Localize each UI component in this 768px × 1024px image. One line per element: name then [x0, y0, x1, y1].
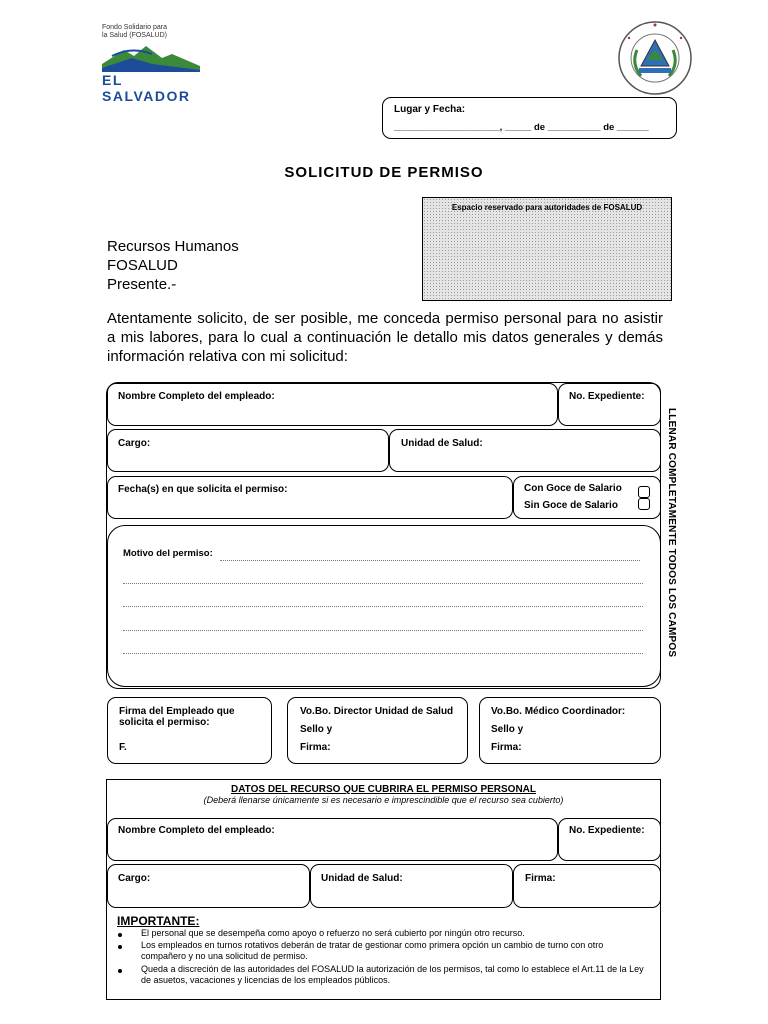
repl-nombre-label: Nombre Completo del empleado:: [118, 825, 275, 836]
address-line3: Presente.-: [107, 276, 177, 293]
firma-empleado-label-1: Firma del Empleado que: [119, 706, 235, 717]
director-firma-label: Firma:: [300, 742, 331, 753]
sin-goce-checkbox[interactable]: [638, 498, 650, 510]
f-label: F.: [119, 742, 127, 753]
important-item-2: Los empleados en turnos rotativos deberán de tratar de gestionar como primera opción un cambio de turno con otro compañero y no una solicitud de permiso.: [141, 940, 604, 961]
logo-text-line1: Fondo Solidario para: [102, 24, 167, 31]
cargo-label: Cargo:: [118, 438, 151, 449]
replacement-subtitle: (Deberá llenarse únicamente si es necesario e imprescindible que el recurso sea cubierto): [203, 795, 564, 805]
director-sello-label: Sello y: [300, 724, 333, 735]
coat-of-arms-seal: [617, 20, 693, 96]
mountain-emblem-icon: [102, 44, 200, 72]
firma-empleado-label-2: solicita el permiso:: [119, 717, 210, 728]
bullet-2: [118, 945, 122, 949]
national-seal-icon: [617, 20, 693, 96]
el-salvador-wordmark: EL SALVADOR: [102, 72, 191, 104]
motivo-line-1: [220, 560, 640, 561]
motivo-line-2: [123, 583, 643, 584]
bullet-3: [118, 969, 122, 973]
goce-field: [513, 476, 661, 519]
repl-cargo-label: Cargo:: [118, 873, 151, 884]
repl-expediente-field[interactable]: [558, 818, 661, 861]
expediente-field[interactable]: [558, 383, 661, 426]
address-line1: Recursos Humanos: [107, 238, 239, 255]
fechas-field[interactable]: [107, 476, 513, 519]
important-item-1: El personal que se desempeña como apoyo o refuerzo no será cubierto por ningún otro recurso.: [141, 928, 525, 938]
nombre-label: Nombre Completo del empleado:: [118, 391, 275, 402]
reserved-box: [422, 197, 672, 301]
medico-box[interactable]: [479, 697, 661, 764]
reserved-box-label: Espacio reservado para autoridades de FOSALUD: [451, 203, 643, 212]
motivo-label: Motivo del permiso:: [123, 548, 213, 559]
logo-text-line2: la Salud (FOSALUD): [102, 32, 167, 39]
unidad-label: Unidad de Salud:: [401, 438, 483, 449]
lugar-fecha-line[interactable]: ____________________, _____ de __________ de ______: [394, 122, 649, 133]
firma-empleado-box[interactable]: [107, 697, 272, 764]
repl-firma-field[interactable]: [513, 864, 661, 908]
fosalud-logo: [102, 24, 200, 104]
medico-label: Vo.Bo. Médico Coordinador:: [491, 706, 626, 717]
side-note: LLENAR COMPLETAMENTE TODOS LOS CAMPOS: [666, 408, 677, 658]
motivo-field[interactable]: [107, 525, 661, 687]
con-goce-label: Con Goce de Salario: [524, 483, 622, 494]
con-goce-checkbox[interactable]: [638, 486, 650, 498]
expediente-label: No. Expediente:: [569, 391, 645, 402]
intro-paragraph: Atentamente solicito, de ser posible, me conceda permiso personal para no asistir a mis labores, para lo cual a continuación le detallo mis datos generales y demás información relativa con mi solicitud:: [107, 310, 663, 365]
medico-firma-label: Firma:: [491, 742, 522, 753]
replacement-title: DATOS DEL RECURSO QUE CUBRIRA EL PERMISO PERSONAL: [230, 784, 537, 795]
nombre-field[interactable]: [107, 383, 558, 426]
medico-sello-label: Sello y: [491, 724, 524, 735]
sin-goce-label: Sin Goce de Salario: [524, 500, 618, 511]
important-title: IMPORTANTE:: [117, 914, 200, 928]
important-item-3: Queda a discreción de las autoridades del FOSALUD la autorización de los permisos, tal como lo establece el Art.11 de la Ley de asuetos, vacaciones y licencias de los empleados públicos.: [141, 964, 644, 985]
fechas-label: Fecha(s) en que solicita el permiso:: [118, 484, 288, 495]
repl-expediente-label: No. Expediente:: [569, 825, 645, 836]
repl-cargo-field[interactable]: [107, 864, 310, 908]
address-block: [107, 237, 239, 294]
motivo-line-5: [123, 653, 643, 654]
lugar-fecha-label: Lugar y Fecha:: [394, 104, 466, 115]
address-line2: FOSALUD: [107, 257, 178, 274]
repl-unidad-label: Unidad de Salud:: [321, 873, 403, 884]
motivo-line-3: [123, 606, 643, 607]
director-label: Vo.Bo. Director Unidad de Salud: [300, 706, 454, 717]
repl-firma-label: Firma:: [525, 873, 556, 884]
cargo-field[interactable]: [107, 429, 389, 472]
repl-unidad-field[interactable]: [310, 864, 513, 908]
bullet-1: [118, 933, 122, 937]
repl-nombre-field[interactable]: [107, 818, 558, 861]
director-box[interactable]: [287, 697, 468, 764]
motivo-line-4: [123, 630, 643, 631]
unidad-field[interactable]: [389, 429, 661, 472]
lugar-fecha-box[interactable]: [382, 97, 677, 139]
page-title: SOLICITUD DE PERMISO: [284, 164, 484, 181]
